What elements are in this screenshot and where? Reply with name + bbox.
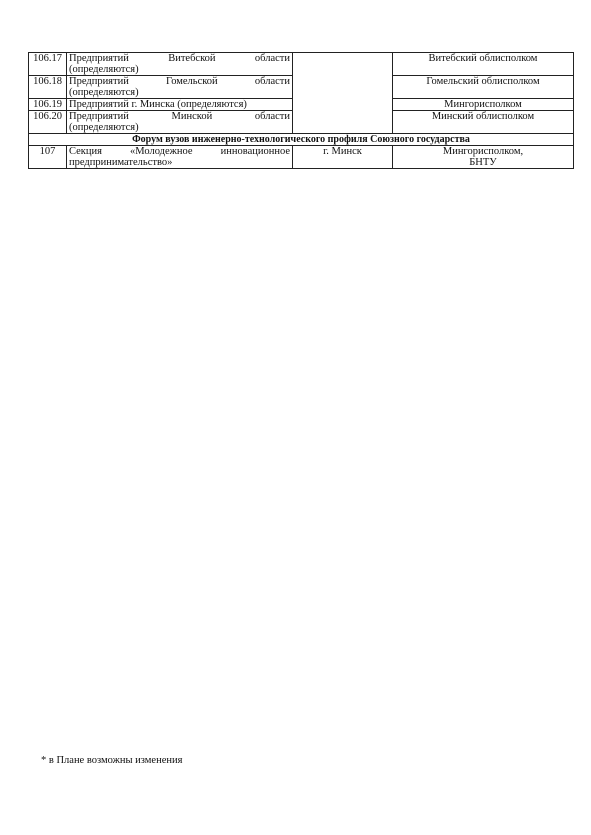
row-organizer: Гомельский облисполком [393, 76, 574, 99]
row-name [67, 53, 293, 76]
row-organizer: Мингорисполком [393, 99, 574, 111]
row-name-line: Предприятий г. Минска (определяются) [69, 99, 247, 110]
table-row [29, 53, 574, 76]
row-name-line: (определяются) [69, 87, 139, 98]
row-name-line: Предприятий Минской области [69, 111, 290, 122]
row-name-line: (определяются) [69, 122, 139, 133]
section-title: Форум вузов инженерно-технологического профиля Союзного государства [29, 134, 574, 146]
row-organizer [393, 146, 574, 169]
events-table [28, 52, 574, 169]
row-name-line: предпринимательство» [69, 157, 173, 168]
row-place [293, 53, 393, 134]
row-name-line: Предприятий Гомельской области [69, 76, 290, 87]
row-name-line: Секция «Молодежное инновационное [69, 146, 290, 157]
row-number: 106.20 [29, 111, 67, 134]
row-number: 106.18 [29, 76, 67, 99]
row-name-line: (определяются) [69, 64, 139, 75]
row-number: 106.17 [29, 53, 67, 76]
row-organizer: Минский облисполком [393, 111, 574, 134]
row-name-line: Предприятий Витебской области [69, 53, 290, 64]
table-row [29, 146, 574, 169]
row-number: 106.19 [29, 99, 67, 111]
row-organizer-line: Мингорисполком, [442, 146, 524, 157]
row-organizer: Витебский облисполком [393, 53, 574, 76]
section-header-row [29, 134, 574, 146]
row-name [67, 146, 293, 169]
row-name [67, 111, 293, 134]
row-organizer-line: БНТУ [469, 157, 497, 168]
row-name [67, 76, 293, 99]
row-name [67, 99, 293, 111]
footnote: * в Плане возможны изменения [41, 755, 183, 766]
row-number: 107 [29, 146, 67, 169]
row-place: г. Минск [293, 146, 393, 169]
